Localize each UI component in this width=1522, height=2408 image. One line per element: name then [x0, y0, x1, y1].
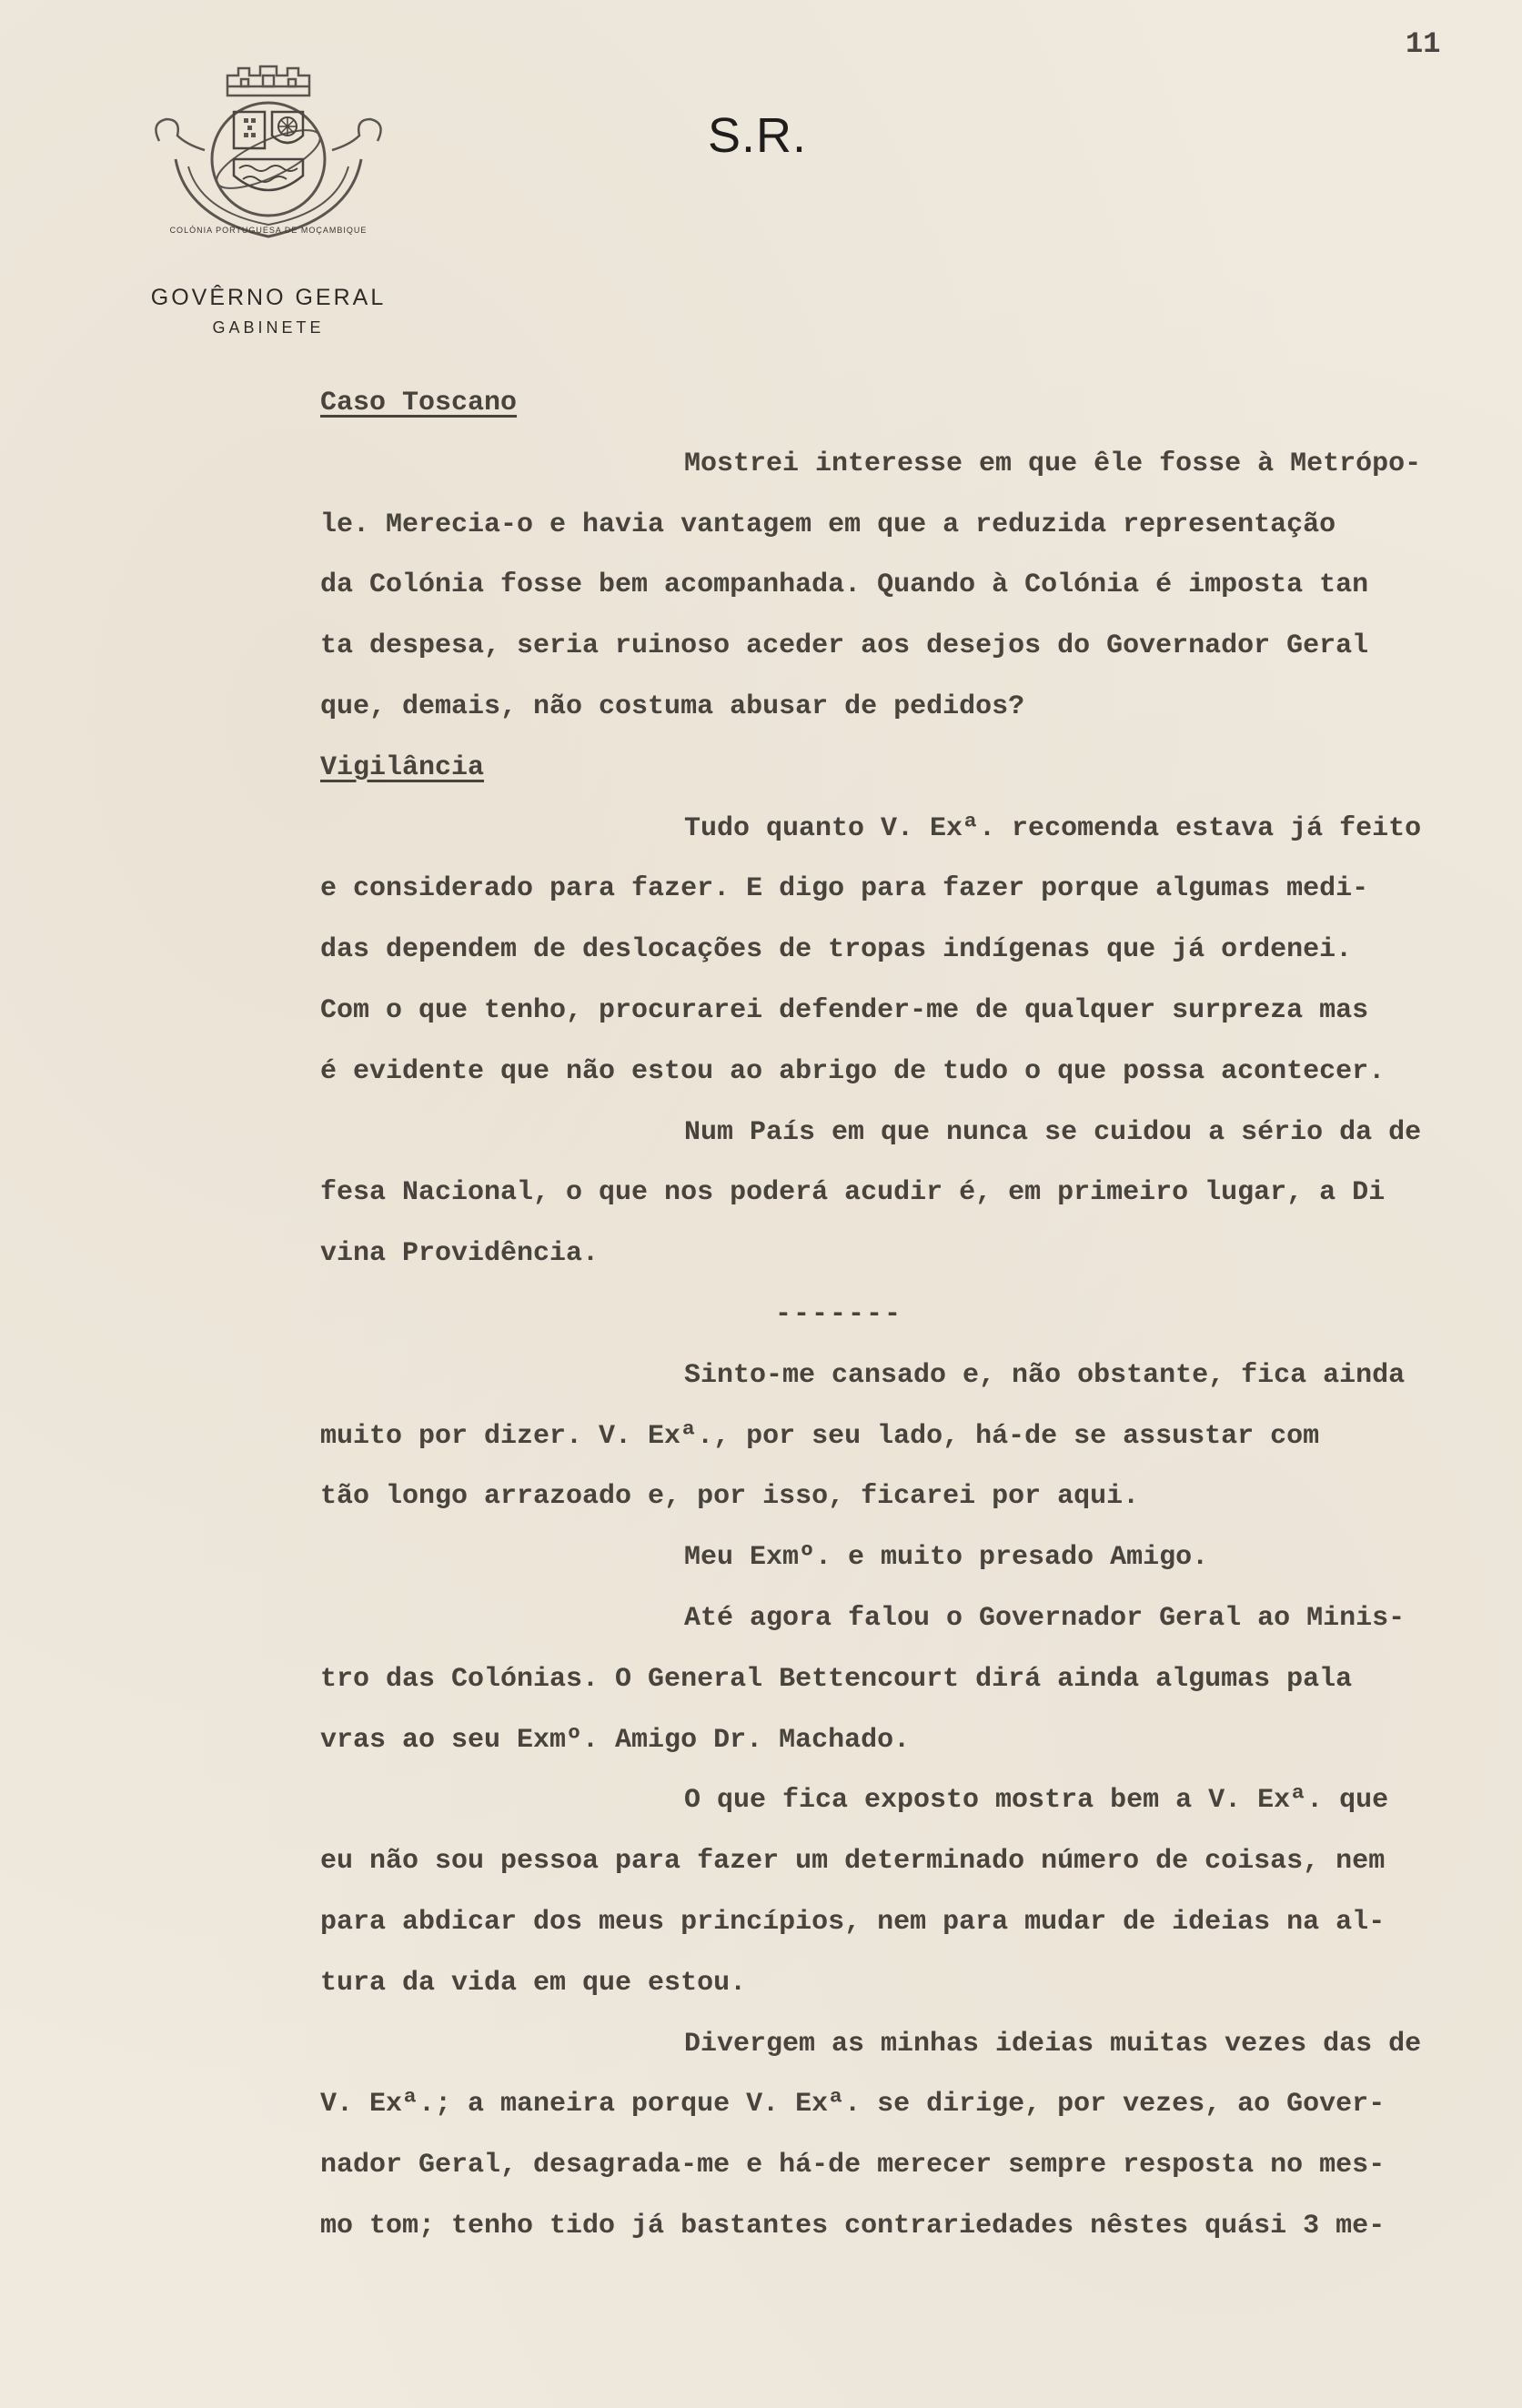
text-line: ta despesa, seria ruinoso aceder aos desejos do Governador Geral [320, 630, 1369, 662]
letterhead-department: GABINETE [212, 318, 325, 337]
salutation-line: Meu Exmº. e muito presado Amigo. [684, 1542, 1209, 1574]
crest-banner-text: COLÓNIA PORTUGUESA DE MOÇAMBIQUE [169, 226, 368, 235]
text-line: tão longo arrazoado e, por isso, ficarei por aqui. [320, 1481, 1140, 1513]
text-line: le. Merecia-o e havia vantagem em que a reduzida representação [320, 509, 1336, 540]
text-line: para abdicar dos meus princípios, nem para mudar de ideias na al- [320, 1906, 1386, 1938]
section-heading-caso-toscano: Caso Toscano [320, 388, 518, 418]
section-heading-vigilancia: Vigilância [320, 751, 485, 783]
text-line: eu não sou pessoa para fazer um determinado número de coisas, nem [320, 1846, 1386, 1878]
letter-body [320, 373, 1503, 2257]
text-line: tura da vida em que estou. [320, 1967, 747, 1999]
text-line: Divergem as minhas ideias muitas vezes das de [684, 2028, 1422, 2060]
text-line: tro das Colónias. O General Bettencourt dirá ainda algumas pala [320, 1663, 1353, 1695]
text-line: nador Geral, desagrada-me e há-de merecer sempre resposta no mes- [320, 2150, 1386, 2181]
text-line: é evidente que não estou ao abrigo de tudo o que possa acontecer. [320, 1055, 1386, 1087]
sr-mark: S.R. [708, 108, 808, 163]
text-line: muito por dizer. V. Exª., por seu lado, há-de se assustar com [320, 1420, 1320, 1452]
text-line: Mostrei interesse em que êle fosse à Metrópo- [684, 448, 1422, 479]
text-line: vina Providência. [320, 1238, 600, 1270]
coat-of-arms-icon [150, 59, 387, 268]
text-line: Com o que tenho, procurarei defender-me de qualquer surpreza mas [320, 994, 1369, 1026]
text-line: Num País em que nunca se cuidou a sério da de [684, 1116, 1422, 1148]
letterhead-organization: GOVÊRNO GERAL [150, 285, 387, 310]
section-separator: ------- [775, 1298, 903, 1330]
text-line: vras ao seu Exmº. Amigo Dr. Machado. [320, 1724, 911, 1756]
text-line: mo tom; tenho tido já bastantes contrariedades nêstes quási 3 me- [320, 2210, 1386, 2242]
text-line: Até agora falou o Governador Geral ao Minis- [684, 1602, 1406, 1634]
text-line: Sinto-me cansado e, não obstante, fica ainda [684, 1359, 1406, 1391]
text-line: da Colónia fosse bem acompanhada. Quando à Colónia é imposta tan [320, 569, 1369, 601]
text-line: que, demais, não costuma abusar de pedidos? [320, 690, 1025, 722]
text-line: e considerado para fazer. E digo para fazer porque algumas medi- [320, 873, 1369, 905]
letterhead [136, 59, 400, 338]
text-line: V. Exª.; a maneira porque V. Exª. se dirige, por vezes, ao Gover- [320, 2089, 1386, 2121]
text-line: Tudo quanto V. Exª. recomenda estava já feito [684, 812, 1422, 844]
text-line: O que fica exposto mostra bem a V. Exª. que [684, 1785, 1389, 1817]
text-line: das dependem de deslocações de tropas indígenas que já ordenei. [320, 934, 1353, 966]
text-line: fesa Nacional, o que nos poderá acudir é, em primeiro lugar, a Di [320, 1177, 1386, 1209]
page-number: 11 [1406, 27, 1441, 61]
